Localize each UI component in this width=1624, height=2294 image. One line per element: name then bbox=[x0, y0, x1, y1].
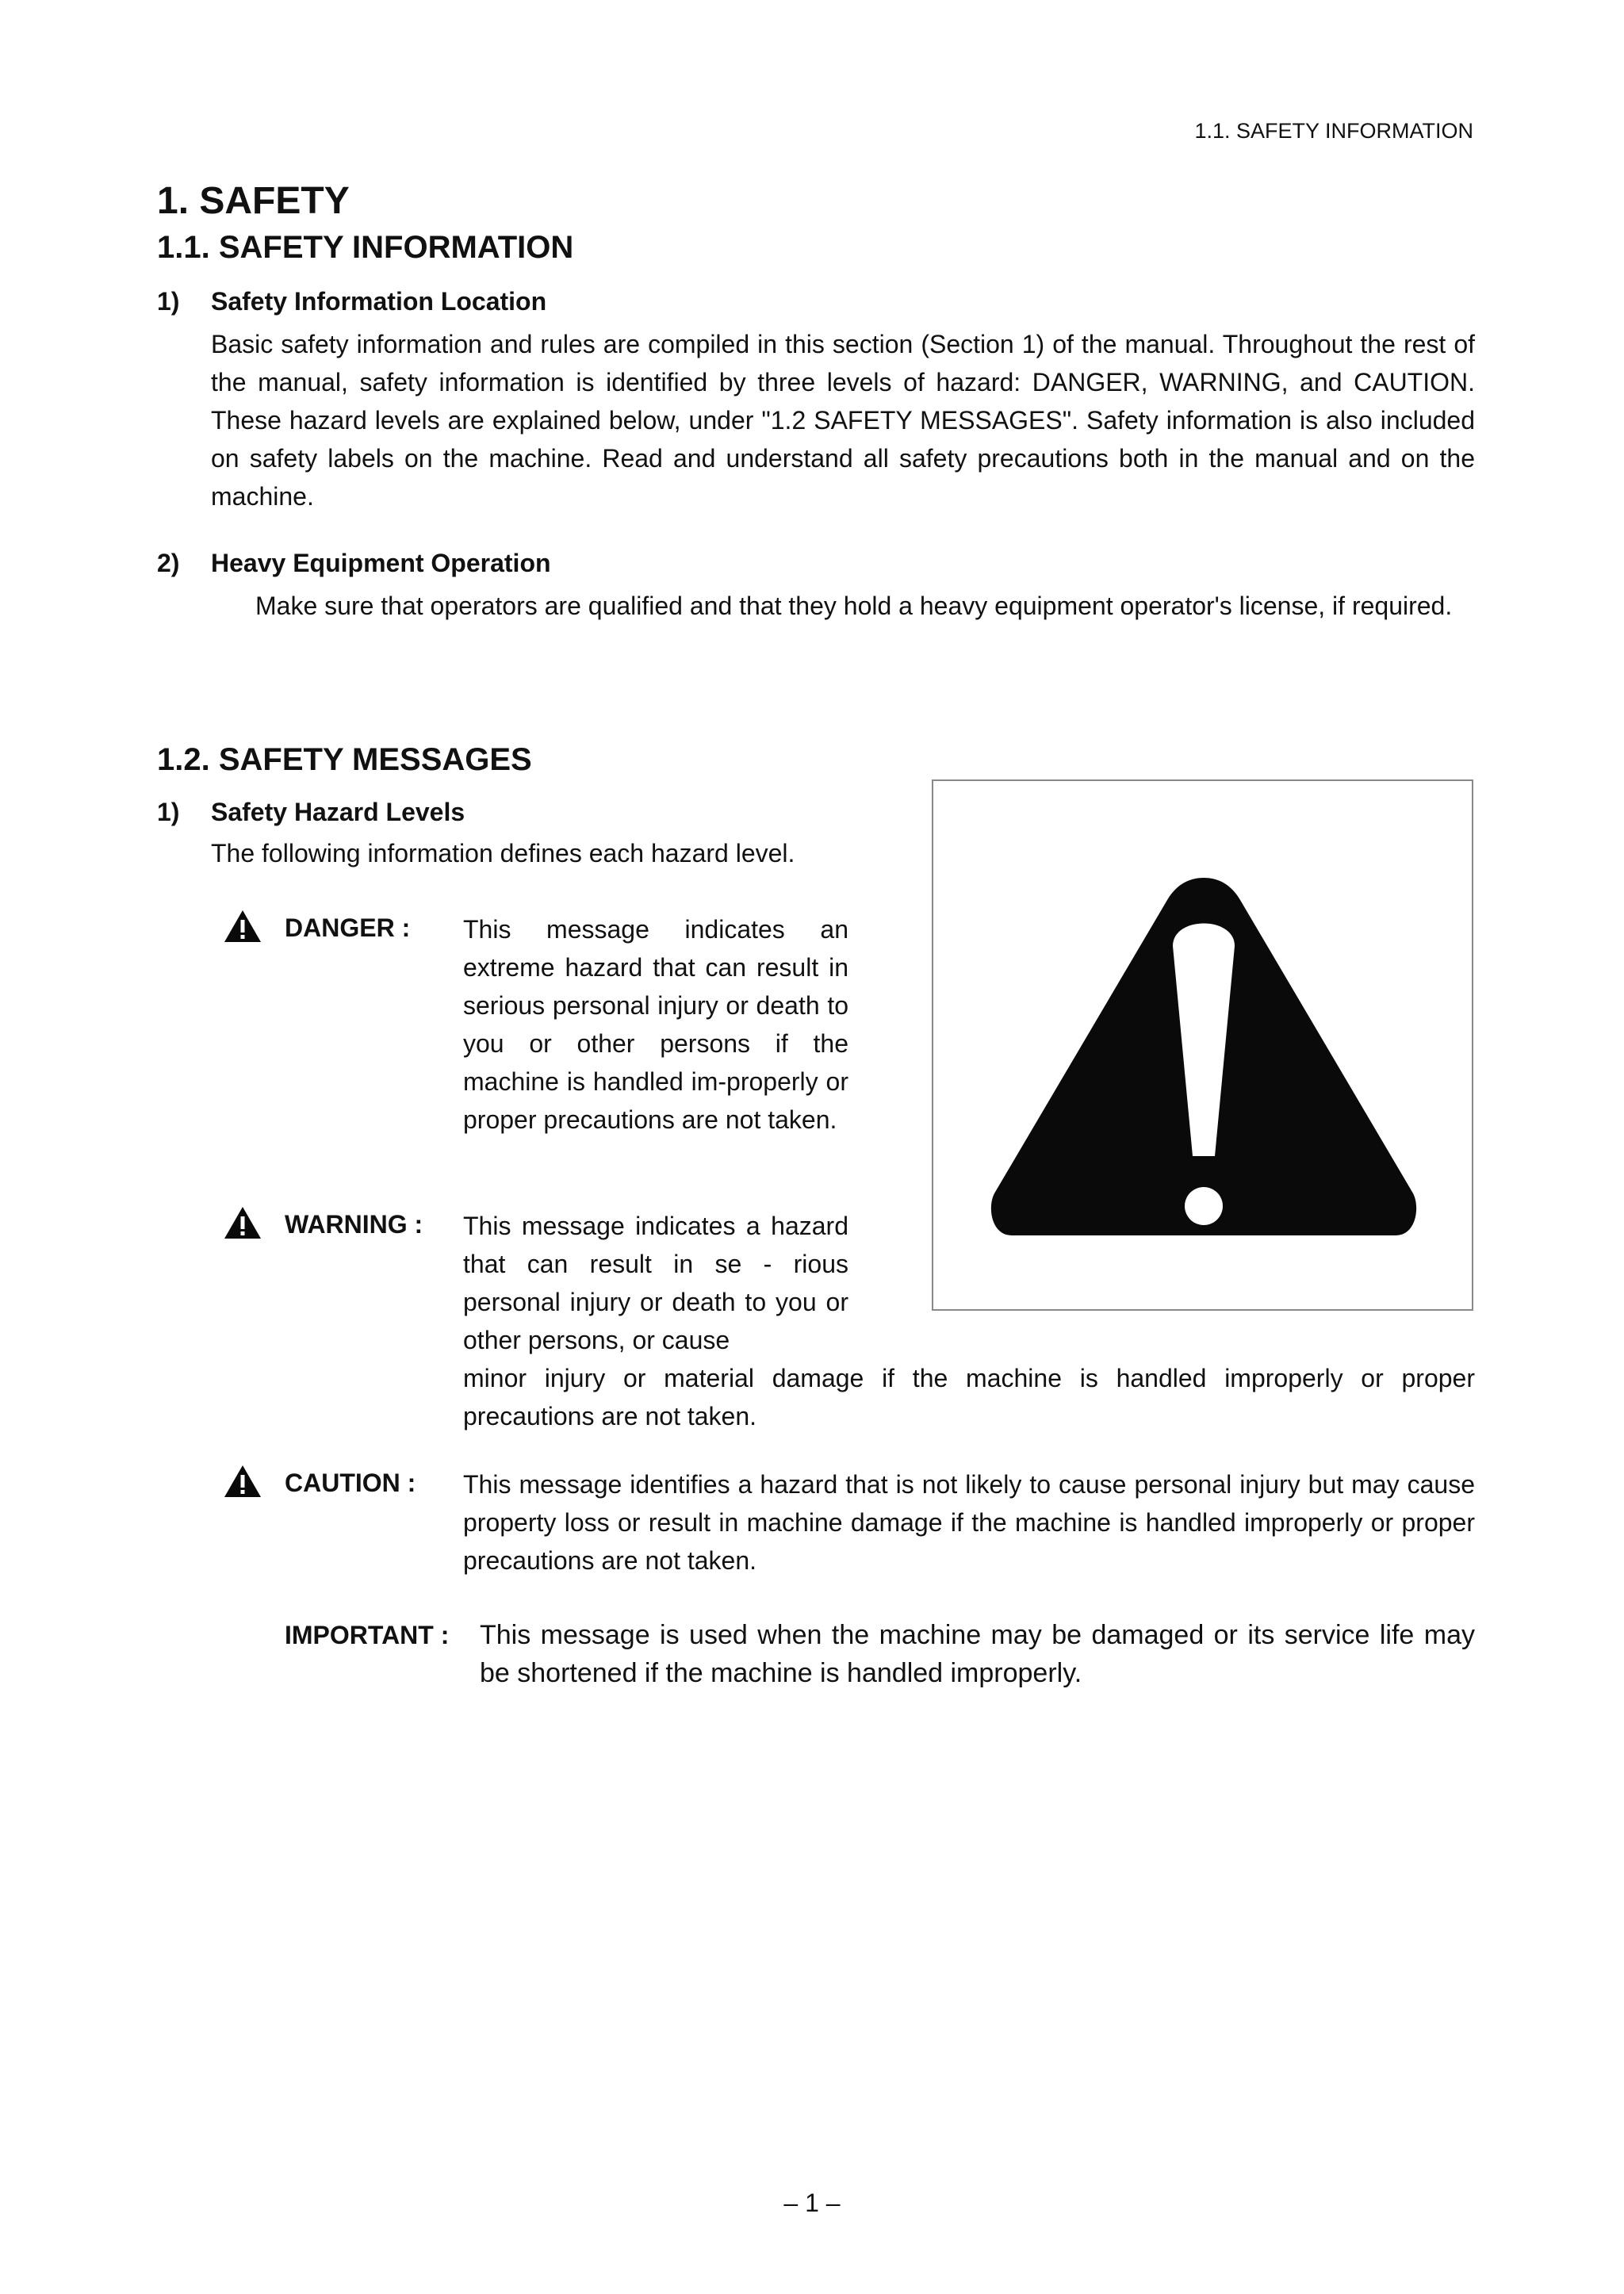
section-title-1-2: 1.2. SAFETY MESSAGES bbox=[157, 742, 532, 777]
warning-text-wide: minor injury or material damage if the machine is handled improperly or proper precautions are not taken. bbox=[463, 1364, 1475, 1430]
danger-label: DANGER : bbox=[285, 913, 411, 942]
item-number: 1) bbox=[157, 287, 180, 316]
item-heading-heavy-equipment-operation: Heavy Equipment Operation bbox=[211, 549, 551, 577]
hazard-levels-intro: The following information defines each hazard level. bbox=[211, 839, 795, 867]
warning-text-narrow: This message indicates a hazard that can result in se - rious personal injury or death to you or other persons, or cause bbox=[463, 1212, 848, 1354]
warning-triangle-icon bbox=[223, 1205, 262, 1240]
caution-text: This message identifies a hazard that is not likely to cause personal injury but may cause property loss or result in machine damage if the machine is handled improperly or proper precautions are not taken. bbox=[463, 1470, 1475, 1575]
warning-triangle-icon bbox=[223, 909, 262, 944]
warning-triangle-exclamation-icon bbox=[933, 781, 1475, 1312]
warning-triangle-icon bbox=[223, 1464, 262, 1499]
item-number: 2) bbox=[157, 549, 180, 577]
section-title-1-1: 1.1. SAFETY INFORMATION bbox=[157, 230, 574, 265]
item-heading-safety-hazard-levels: Safety Hazard Levels bbox=[211, 798, 465, 826]
important-text: This message is used when the machine may be damaged or its service life may be shortened if the machine is handled improperly. bbox=[480, 1620, 1475, 1688]
caution-label: CAUTION : bbox=[285, 1469, 416, 1497]
paragraph-safety-information-location: Basic safety information and rules are compiled in this section (Section 1) of the manual. Throughout the rest of the manual, safety information is identified by three levels of hazard: DANGER, WARNING, and CAUTION. These hazard levels are explained below, under "1.2 SAFETY MESSAGES". Safety information is also included on safety labels on the machine. Read and understand all safety precautions both in the manual and on the machine. bbox=[211, 330, 1475, 511]
important-label: IMPORTANT : bbox=[285, 1621, 450, 1649]
page-number: – 1 – bbox=[783, 2189, 841, 2217]
warning-label: WARNING : bbox=[285, 1210, 423, 1239]
item-number: 1) bbox=[157, 798, 180, 826]
item-heading-safety-information-location: Safety Information Location bbox=[211, 287, 547, 316]
chapter-title: 1. SAFETY bbox=[157, 180, 350, 222]
danger-text: This message indicates an extreme hazard that can result in serious personal injury or death to you or other persons if the machine is handled im-properly or proper precautions are not taken. bbox=[463, 915, 848, 1134]
running-header: 1.1. SAFETY INFORMATION bbox=[1194, 119, 1473, 143]
paragraph-heavy-equipment-operation: Make sure that operators are qualified and that they hold a heavy equipment operator's license, if required. bbox=[255, 592, 1453, 620]
warning-figure bbox=[932, 779, 1473, 1311]
